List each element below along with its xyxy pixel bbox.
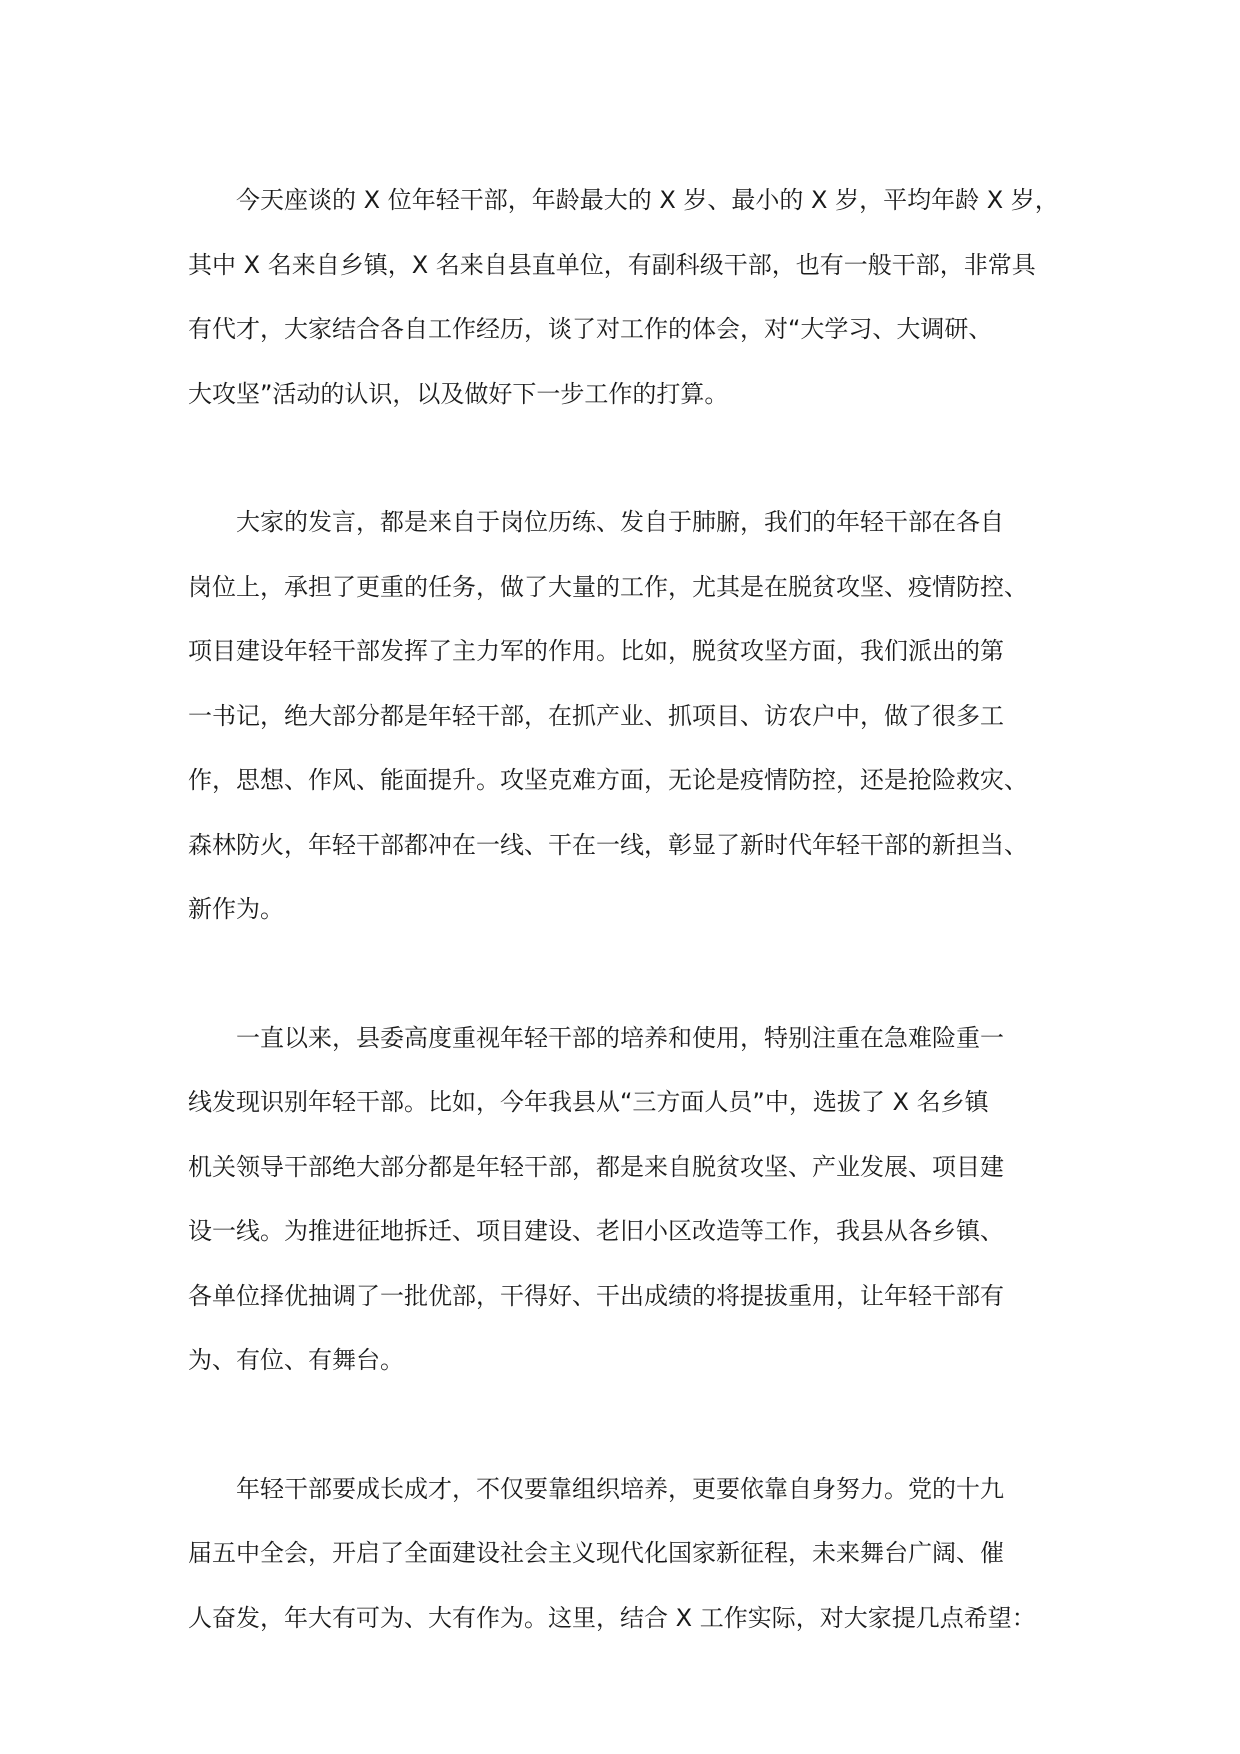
paragraph-line: 人奋发，年大有可为、大有作为。这里，结合 X 工作实际，对大家提几点希望： bbox=[188, 1603, 1036, 1632]
paragraph-2 bbox=[188, 490, 1078, 942]
paragraph-line: 项目建设年轻干部发挥了主力军的作用。比如，脱贫攻坚方面，我们派出的第 bbox=[188, 637, 1004, 665]
paragraph-line: 今天座谈的 X 位年轻干部，年龄最大的 X 岁、最小的 X 岁，平均年龄 X 岁， bbox=[236, 186, 1059, 214]
paragraph-line: 各单位择优抽调了一批优部，干得好、干出成绩的将提拔重用，让年轻干部有 bbox=[188, 1281, 1004, 1310]
paragraph-line: 一直以来，县委高度重视年轻干部的培养和使用，特别注重在急难险重一 bbox=[236, 1023, 1004, 1052]
paragraph-line: 届五中全会，开启了全面建设社会主义现代化国家新征程，未来舞台广阔、催 bbox=[188, 1539, 1004, 1567]
paragraph-line: 大家的发言，都是来自于岗位历练、发自于肺腑，我们的年轻干部在各自 bbox=[236, 508, 1004, 536]
paragraph-line: 新作为。 bbox=[188, 895, 284, 923]
paragraph-line: 线发现识别年轻干部。比如，今年我县从“三方面人员”中，选拔了 X 名乡镇 bbox=[188, 1088, 989, 1116]
paragraph-4 bbox=[188, 1457, 1078, 1651]
paragraph-line: 为、有位、有舞台。 bbox=[188, 1346, 404, 1374]
paragraph-line: 其中 X 名来自乡镇，X 名来自县直单位，有副科级干部，也有一般干部，非常具 bbox=[188, 250, 1036, 279]
paragraph-line: 岗位上，承担了更重的任务，做了大量的工作，尤其是在脱贫攻坚、疫情防控、 bbox=[188, 572, 1028, 601]
paragraph-line: 机关领导干部绝大部分都是年轻干部，都是来自脱贫攻坚、产业发展、项目建 bbox=[188, 1152, 1004, 1181]
paragraph-line: 一书记，绝大部分都是年轻干部，在抓产业、抓项目、访农户中，做了很多工 bbox=[188, 701, 1004, 730]
paragraph-line: 森林防火，年轻干部都冲在一线、干在一线，彰显了新时代年轻干部的新担当、 bbox=[188, 830, 1028, 859]
paragraph-line: 年轻干部要成长成才，不仅要靠组织培养，更要依靠自身努力。党的十九 bbox=[236, 1474, 1004, 1503]
document-page bbox=[188, 168, 1078, 1714]
paragraph-line: 大攻坚”活动的认识，以及做好下一步工作的打算。 bbox=[188, 379, 729, 408]
paragraph-3 bbox=[188, 1006, 1078, 1393]
paragraph-line: 作，思想、作风、能面提升。攻坚克难方面，无论是疫情防控，还是抢险救灾、 bbox=[188, 766, 1028, 794]
paragraph-line: 有代才，大家结合各自工作经历，谈了对工作的体会，对“大学习、大调研、 bbox=[188, 315, 993, 343]
paragraph-line: 设一线。为推进征地拆迁、项目建设、老旧小区改造等工作，我县从各乡镇、 bbox=[188, 1217, 1004, 1245]
paragraph-1 bbox=[188, 168, 1078, 426]
